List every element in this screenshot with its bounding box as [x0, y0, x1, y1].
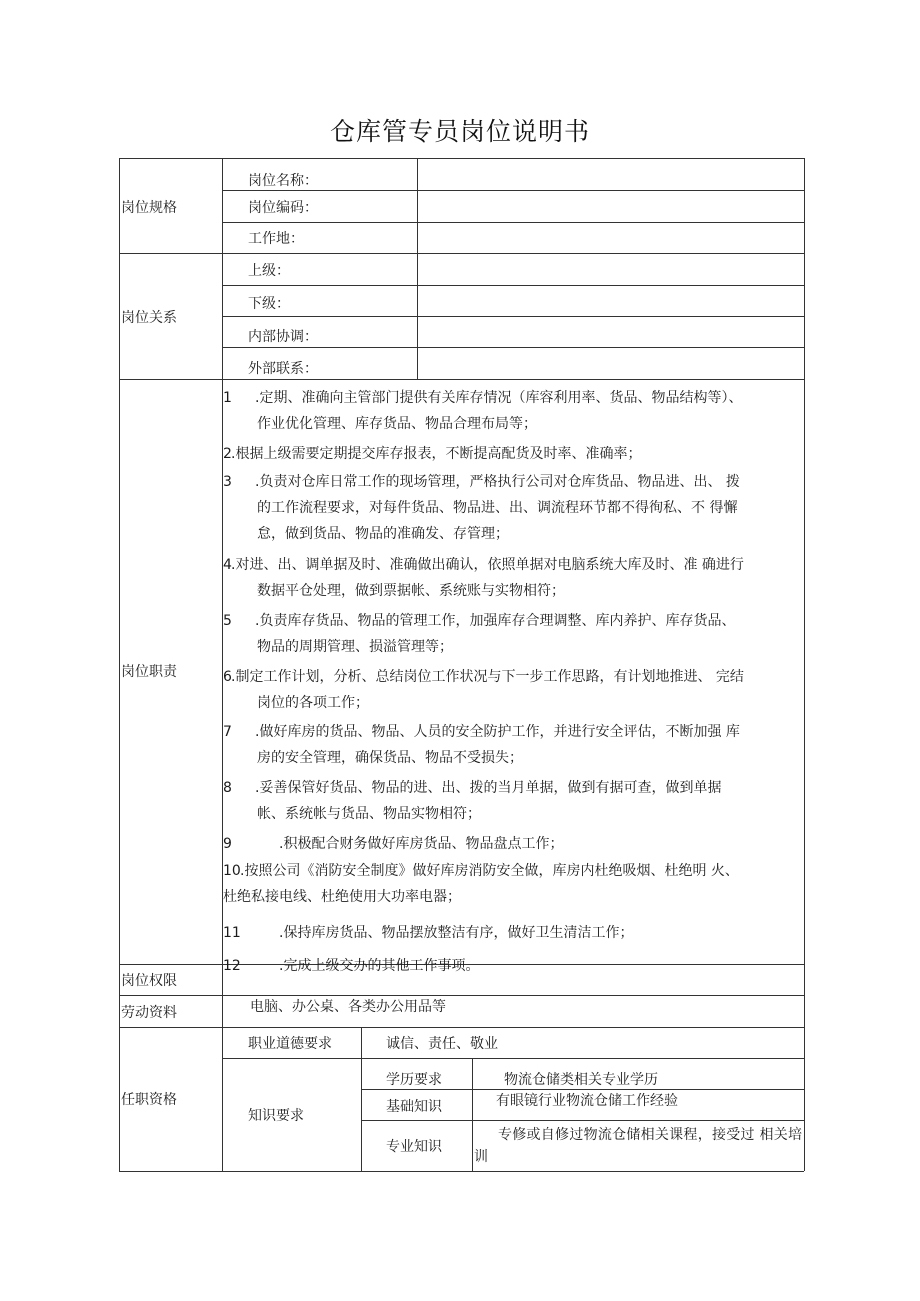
column-divider	[361, 1027, 362, 1171]
section-label-specs: 岗位规格	[121, 200, 177, 216]
field-label: 下级：	[248, 296, 290, 312]
section-label-duties: 岗位职责	[121, 664, 177, 680]
ethics-label: 职业道德要求	[248, 1036, 332, 1052]
section-label-materials: 劳动资料	[121, 1005, 177, 1021]
section-label-relations: 岗位关系	[121, 310, 177, 326]
row-divider	[222, 347, 804, 348]
duty-number: 2	[223, 446, 232, 462]
duty-number: 12	[223, 958, 241, 974]
duty-number: 9	[223, 836, 232, 852]
duty-item-cont: 岗位的各项工作；	[257, 695, 369, 711]
duty-number: 1	[223, 390, 232, 406]
duty-number: 7	[223, 724, 232, 740]
duty-item-cont: 怠，做到货品、物品的准确发、存管理；	[257, 526, 509, 542]
duty-number: 5	[223, 613, 232, 629]
duty-item: .按照公司《消防安全制度》做好库房消防安全做，库房内杜绝吸烟、杜绝明 火、	[240, 863, 739, 879]
knowledge-row-value: 物流仓储类相关专业学历	[504, 1072, 658, 1088]
section-label-authority: 岗位权限	[121, 973, 177, 989]
knowledge-row-label: 专业知识	[386, 1139, 442, 1155]
field-label: 岗位名称：	[248, 173, 318, 189]
duty-item: .积极配合财务做好库房货品、物品盘点工作；	[279, 836, 564, 852]
section-label-qualifications: 任职资格	[121, 1092, 177, 1108]
field-label: 上级：	[248, 263, 290, 279]
duty-item: .根据上级需要定期提交库存报表，不断提高配货及时率、准确率；	[231, 446, 642, 462]
ethics-value: 诚信、责任、敬业	[386, 1036, 498, 1052]
duty-item: .定期、准确向主管部门提供有关库存情况（库容利用率、货品、物品结构等）、	[255, 390, 743, 406]
duty-item: .完成上级交办的其他工作事项。	[279, 958, 480, 974]
duty-number: 11	[223, 925, 241, 941]
duty-item: .制定工作计划，分析、总结岗位工作状况与下一步工作思路，有计划地推进、 完结	[231, 669, 744, 685]
duty-item: .做好库房的货品、物品、人员的安全防护工作，并进行安全评估，不断加强 库	[255, 724, 740, 740]
duty-item-cont: 数据平仓处理，做到票据帐、系统账与实物相符；	[257, 583, 565, 599]
duty-item: .负责库存货品、物品的管理工作，加强库存合理调整、库内养护、库存货品、	[255, 613, 736, 629]
table-border	[119, 1171, 804, 1172]
field-label: 内部协调：	[248, 329, 318, 345]
duty-number: 10	[223, 863, 241, 879]
row-divider	[222, 1058, 804, 1059]
knowledge-label: 知识要求	[248, 1108, 304, 1124]
page-title: 仓库管专员岗位说明书	[329, 117, 590, 146]
table-border	[804, 158, 805, 1171]
duty-number: 6	[223, 669, 232, 685]
table-border	[119, 158, 120, 1171]
duty-item-cont: 帐、系统帐与货品、物品实物相符；	[257, 806, 481, 822]
duty-item: .保持库房货品、物品摆放整洁有序，做好卫生清洁工作；	[279, 925, 634, 941]
knowledge-row-label: 学历要求	[386, 1072, 442, 1088]
row-divider	[222, 190, 804, 191]
materials-value: 电脑、办公桌、各类办公用品等	[250, 999, 446, 1015]
duty-item-cont: 物品的周期管理、损溢管理等；	[257, 639, 453, 655]
duty-item-cont: 作业优化管理、库存货品、物品合理布局等；	[257, 416, 537, 432]
row-divider	[361, 1120, 804, 1121]
field-label: 工作地：	[248, 231, 304, 247]
row-divider	[361, 1089, 804, 1090]
duty-item-cont: 房的安全管理，确保货品、物品不受损失；	[257, 750, 523, 766]
duty-item: .妥善保管好货品、物品的进、出、拨的当月单据，做到有据可查，做到单据	[255, 780, 722, 796]
duty-number: 3	[223, 474, 232, 490]
duty-number: 4	[223, 557, 232, 573]
duty-item: .对进、出、调单据及时、准确做出确认，依照单据对电脑系统大库及时、准 确进行	[231, 557, 744, 573]
field-label: 外部联系：	[248, 361, 318, 377]
knowledge-row-value: 专修或自修过物流仓储相关课程，接受过 相关培训	[474, 1127, 802, 1165]
row-divider	[222, 316, 804, 317]
duty-number: 8	[223, 780, 232, 796]
row-divider	[222, 222, 804, 223]
duties-list	[223, 380, 803, 974]
row-divider	[222, 285, 804, 286]
field-label: 岗位编码：	[248, 200, 318, 216]
duty-item-cont: 的工作流程要求，对每件货品、物品进、出、调流程环节都不得徇私、不 得懈	[257, 500, 738, 516]
duty-item-cont: 杜绝私接电线、杜绝使用大功率电器；	[223, 889, 461, 905]
column-divider	[417, 158, 418, 379]
column-divider	[472, 1058, 473, 1171]
duty-item: .负责对仓库日常工作的现场管理，严格执行公司对仓库货品、物品进、出、 拨	[255, 474, 740, 490]
knowledge-row-label: 基础知识	[386, 1099, 442, 1115]
knowledge-row-value: 有眼镜行业物流仓储工作经验	[496, 1093, 678, 1109]
